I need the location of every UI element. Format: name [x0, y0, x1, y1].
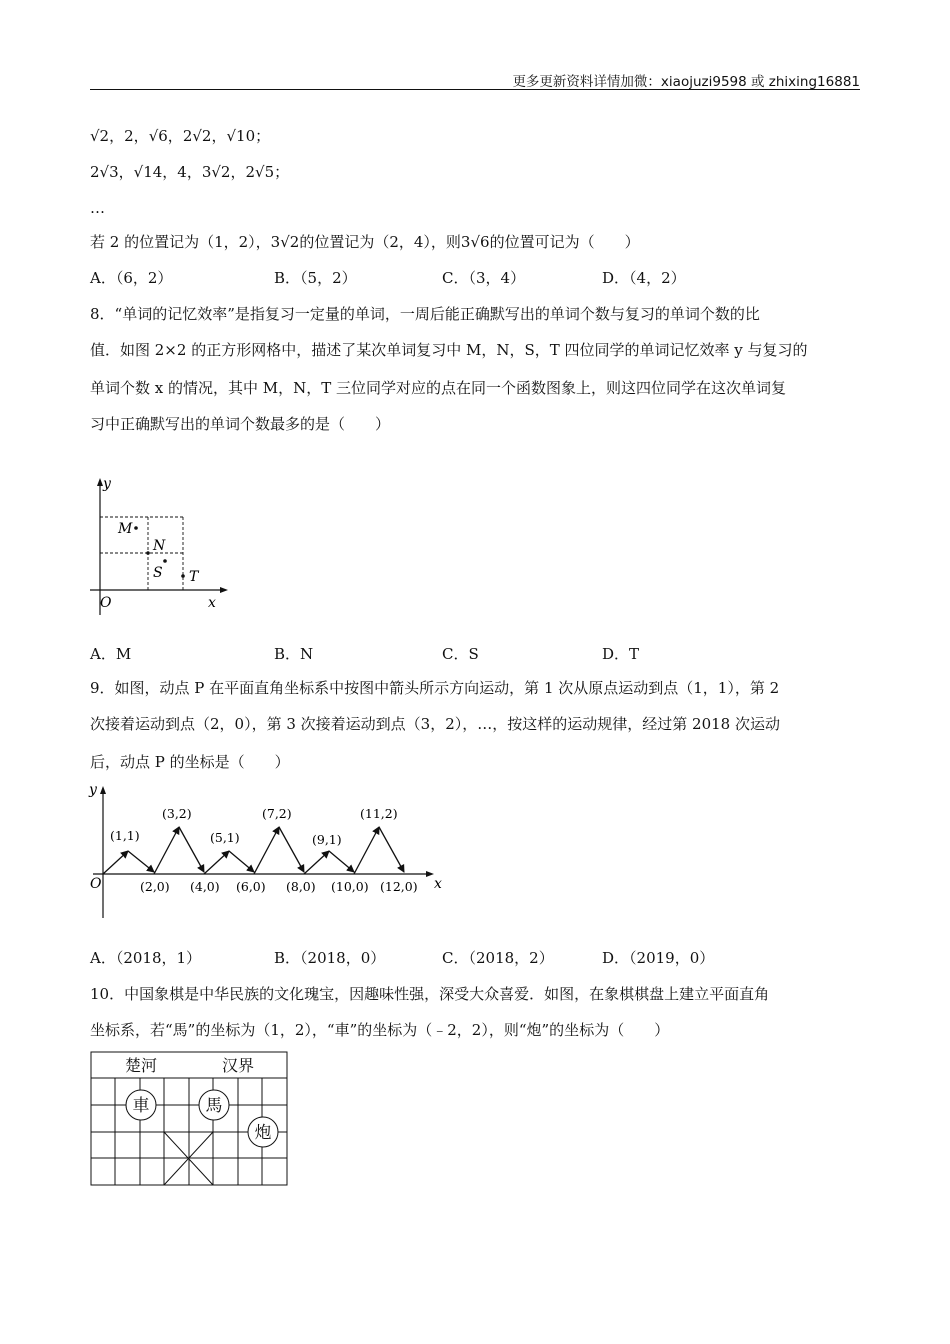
- q9-fig-origin: O: [90, 876, 102, 892]
- q10-chessboard-figure: [90, 1051, 290, 1187]
- q8-line-4: 习中正确默写出的单词个数最多的是（ ）: [90, 415, 391, 433]
- q8-line-2: 值．如图 2×2 的正方形网格中，描述了某次单词复习中 M，N，S，T 四位同学的单词记忆效率 y 与复习的: [90, 341, 808, 359]
- q7-stem-part2: 3√2: [270, 233, 300, 251]
- q8-fig-origin: O: [100, 595, 112, 611]
- q8-option-b[interactable]: B．N: [274, 645, 314, 663]
- page-header: 更多更新资料详情加微：xiaojuzi9598 或 zhixing16881: [512, 74, 860, 90]
- q7-option-a[interactable]: A．（6，2）: [90, 269, 173, 287]
- q7-option-b[interactable]: B．（5，2）: [274, 269, 357, 287]
- q9-line-1: 9．如图，动点 P 在平面直角坐标系中按图中箭头所示方向运动，第 1 次从原点运动到点（1，1），第 2: [90, 679, 780, 697]
- q7-row-2: 2√3，√14，4，3√2，2√5；: [90, 163, 290, 181]
- q8-fig-y-label: y: [103, 476, 111, 492]
- q8-figure: [90, 475, 230, 615]
- q7-option-d[interactable]: D．（4，2）: [602, 269, 686, 287]
- q9-option-a[interactable]: A．（2018，1）: [90, 949, 202, 967]
- q9-label-1-1: (1,1): [110, 828, 140, 843]
- q9-option-d[interactable]: D．（2019，0）: [602, 949, 715, 967]
- q9-label-7-2: (7,2): [262, 806, 292, 821]
- q7-row1-b: 2: [124, 127, 134, 145]
- q8-option-d[interactable]: D．T: [602, 645, 640, 663]
- q8-fig-point-t: T: [189, 569, 199, 585]
- q8-fig-point-s: S: [153, 565, 163, 581]
- q7-ellipsis: …: [90, 199, 105, 217]
- q9-figure: [88, 780, 448, 920]
- q10-line-2: 坐标系，若“馬”的坐标为（1，2），“車”的坐标为（﹣2，2），则“炮”的坐标为（ ）: [90, 1021, 670, 1039]
- q10-river-right: 汉界: [222, 1056, 255, 1075]
- q9-fig-x-label: x: [434, 876, 442, 892]
- q10-line-1: 10．中国象棋是中华民族的文化瑰宝，因趣味性强，深受大众喜爱．如图，在象棋棋盘上建立平面直角: [90, 985, 770, 1003]
- q10-piece-che: 車: [132, 1096, 150, 1116]
- q9-label-9-1: (9,1): [312, 832, 342, 847]
- q9-label-12-0: (12,0): [380, 879, 418, 894]
- q8-option-c[interactable]: C．S: [442, 645, 479, 663]
- q9-label-3-2: (3,2): [162, 806, 192, 821]
- q9-label-8-0: (8,0): [286, 879, 316, 894]
- q9-label-11-2: (11,2): [360, 806, 398, 821]
- q9-label-6-0: (6,0): [236, 879, 266, 894]
- q9-line-3: 后，动点 P 的坐标是（ ）: [90, 753, 290, 771]
- q8-line-1: 8．“单词的记忆效率”是指复习一定量的单词，一周后能正确默写出的单词个数与复习的单词个数的比: [90, 305, 760, 323]
- q7-row1-e: √10: [226, 127, 256, 145]
- q9-fig-y-label: y: [89, 782, 97, 798]
- header-divider: [90, 89, 860, 90]
- q7-row1-d: 2√2: [182, 127, 212, 145]
- q9-line-2: 次接着运动到点（2，0），第 3 次接着运动到点（3，2），…，按这样的运动规律，经过第 2018 次运动: [90, 715, 780, 733]
- q9-option-b[interactable]: B．（2018，0）: [274, 949, 386, 967]
- q10-piece-ma: 馬: [205, 1096, 223, 1116]
- q7-row-1: √2，2，√6，2√2，√10；: [90, 127, 271, 145]
- q9-label-4-0: (4,0): [190, 879, 220, 894]
- q9-label-5-1: (5,1): [210, 830, 240, 845]
- q7-row1-c: √6: [148, 127, 168, 145]
- q7-stem-part3: 的位置记为（2，4），则: [299, 233, 461, 251]
- q8-fig-point-n: N: [153, 538, 166, 554]
- q7-stem-part5: 的位置可记为（ ）: [489, 233, 640, 251]
- q9-label-10-0: (10,0): [331, 879, 369, 894]
- q8-fig-point-m: M: [118, 521, 133, 537]
- q8-fig-x-label: x: [208, 595, 216, 611]
- q9-label-2-0: (2,0): [140, 879, 170, 894]
- q7-stem: [90, 232, 865, 252]
- q7-stem-part4: 3√6: [460, 233, 490, 251]
- q7-option-c[interactable]: C．（3，4）: [442, 269, 526, 287]
- q7-row1-a: √2: [90, 127, 110, 145]
- q8-line-3: 单词个数 x 的情况，其中 M，N，T 三位同学对应的点在同一个函数图象上，则这四位同学在这次单词复: [90, 379, 787, 397]
- q10-river-left: 楚河: [125, 1056, 158, 1075]
- q7-stem-part1: 若 2 的位置记为（1，2），: [90, 233, 271, 251]
- q10-piece-pao: 炮: [254, 1123, 272, 1143]
- q9-option-c[interactable]: C．（2018，2）: [442, 949, 554, 967]
- q8-option-a[interactable]: A．M: [90, 645, 132, 663]
